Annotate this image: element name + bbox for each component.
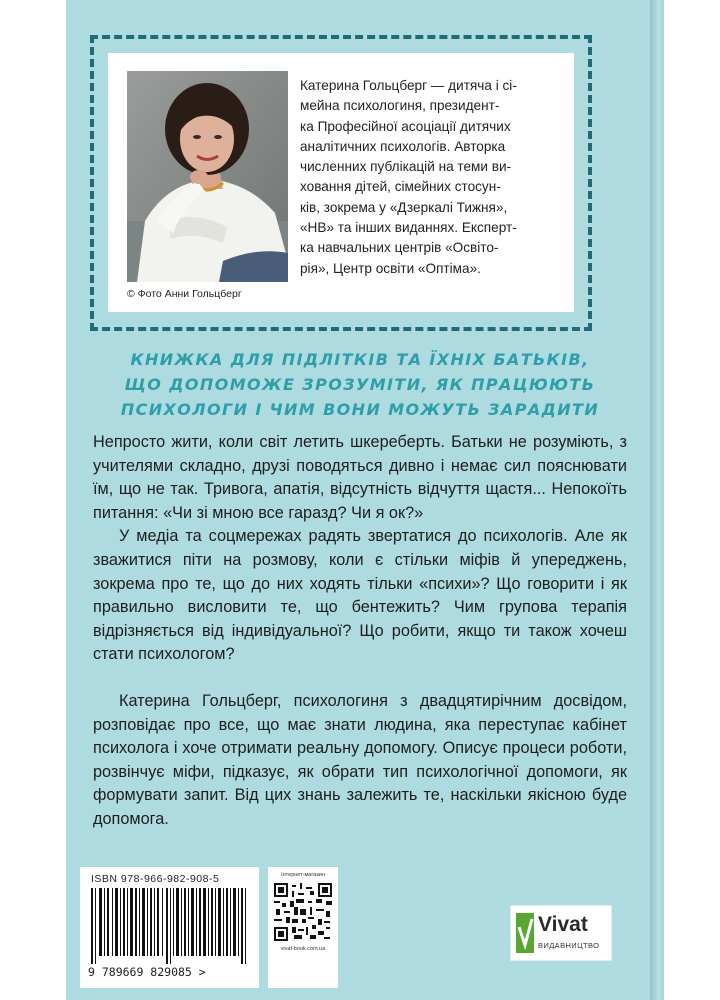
description-paragraph: Катерина Гольцберг, психологиня з двадцятирічним досвідом, розповідає про все, що має знати людина, яка переступає кабінет психолога і хоче отримати реальну допомогу. Описує процеси роботи, розвінчує міфи, підказує, як обрати тип психологічної допомоги, як формувати запит. Від цих знань залежить те, наскільки якісною буде допомога. (93, 691, 627, 828)
bio-line: аналітичних психологів. Авторка (300, 138, 506, 154)
bio-line: рія», Центр освіти «Оптіма». (300, 260, 481, 276)
author-bio (300, 76, 562, 279)
description-paragraph: Непросто жити, коли світ летить шкереберть. Батьки не розуміють, з учителями складно, друзі поводяться дивно і немає сил пояснювати їм, що не так. Тривога, апатія, відсутність відчуття щастя... Непокоїть питання: «Чи зі мною все гаразд? Чи я ок?» (93, 433, 627, 522)
bio-line: ховання дітей, сімейних стосун- (300, 179, 501, 195)
isbn-label: ISBN 978-966-982-908-5 (91, 873, 220, 885)
bio-line: Катерина Гольцберг — дитяча і сі- (300, 78, 517, 93)
tagline-line: КНИЖКА ДЛЯ ПІДЛІТКІВ ТА ЇХНІХ БАТЬКІВ, (130, 350, 590, 369)
publisher-subtitle: ВИДАВНИЦТВО (538, 941, 600, 950)
bio-line: численних публікацій на теми ви- (300, 159, 512, 175)
bio-line: ків, зокрема у «Дзеркалі Тижня», (300, 199, 508, 215)
qr-url: vivat-book.com.ua (280, 946, 326, 952)
book-spine-edge (650, 0, 664, 1000)
book-tagline (90, 347, 630, 422)
tagline-line: ЩО ДОПОМОЖЕ ЗРОЗУМІТИ, ЯК ПРАЦЮЮТЬ (124, 375, 596, 394)
barcode-icon (91, 888, 251, 964)
bio-line: ка Професійної асоціації дитячих (300, 118, 511, 134)
bio-line: ка навчальних центрів «Освіто- (300, 240, 499, 256)
tagline-line: ПСИХОЛОГИ І ЧИМ ВОНИ МОЖУТЬ ЗАРАДИТИ (120, 400, 600, 419)
qr-label: Інтернет-магазин (281, 872, 325, 878)
book-description (93, 431, 627, 832)
photo-credit: © Фото Анни Гольцберг (127, 288, 242, 300)
qr-code-icon (274, 883, 332, 941)
bio-line: мейна психологиня, президент- (300, 98, 500, 114)
barcode-digits: 9 789669 829085 > (88, 965, 206, 979)
publisher-name: Vivat (538, 913, 588, 936)
author-photo (127, 71, 288, 282)
description-paragraph: У медіа та соцмережах радять звертатися до психологів. Але як зважитися піти на розмову, коли є стільки міфів й упереджень, зокрема про те, що до них ходять тільки «психи»? Що говорити і як правильно висловити те, що бентежить? Чим групова терапія відрізняється від індивідуальної? Що робити, якщо ти також хочеш стати психологом? (93, 527, 627, 664)
bio-line: «НВ» та інших виданнях. Експерт- (300, 220, 517, 236)
